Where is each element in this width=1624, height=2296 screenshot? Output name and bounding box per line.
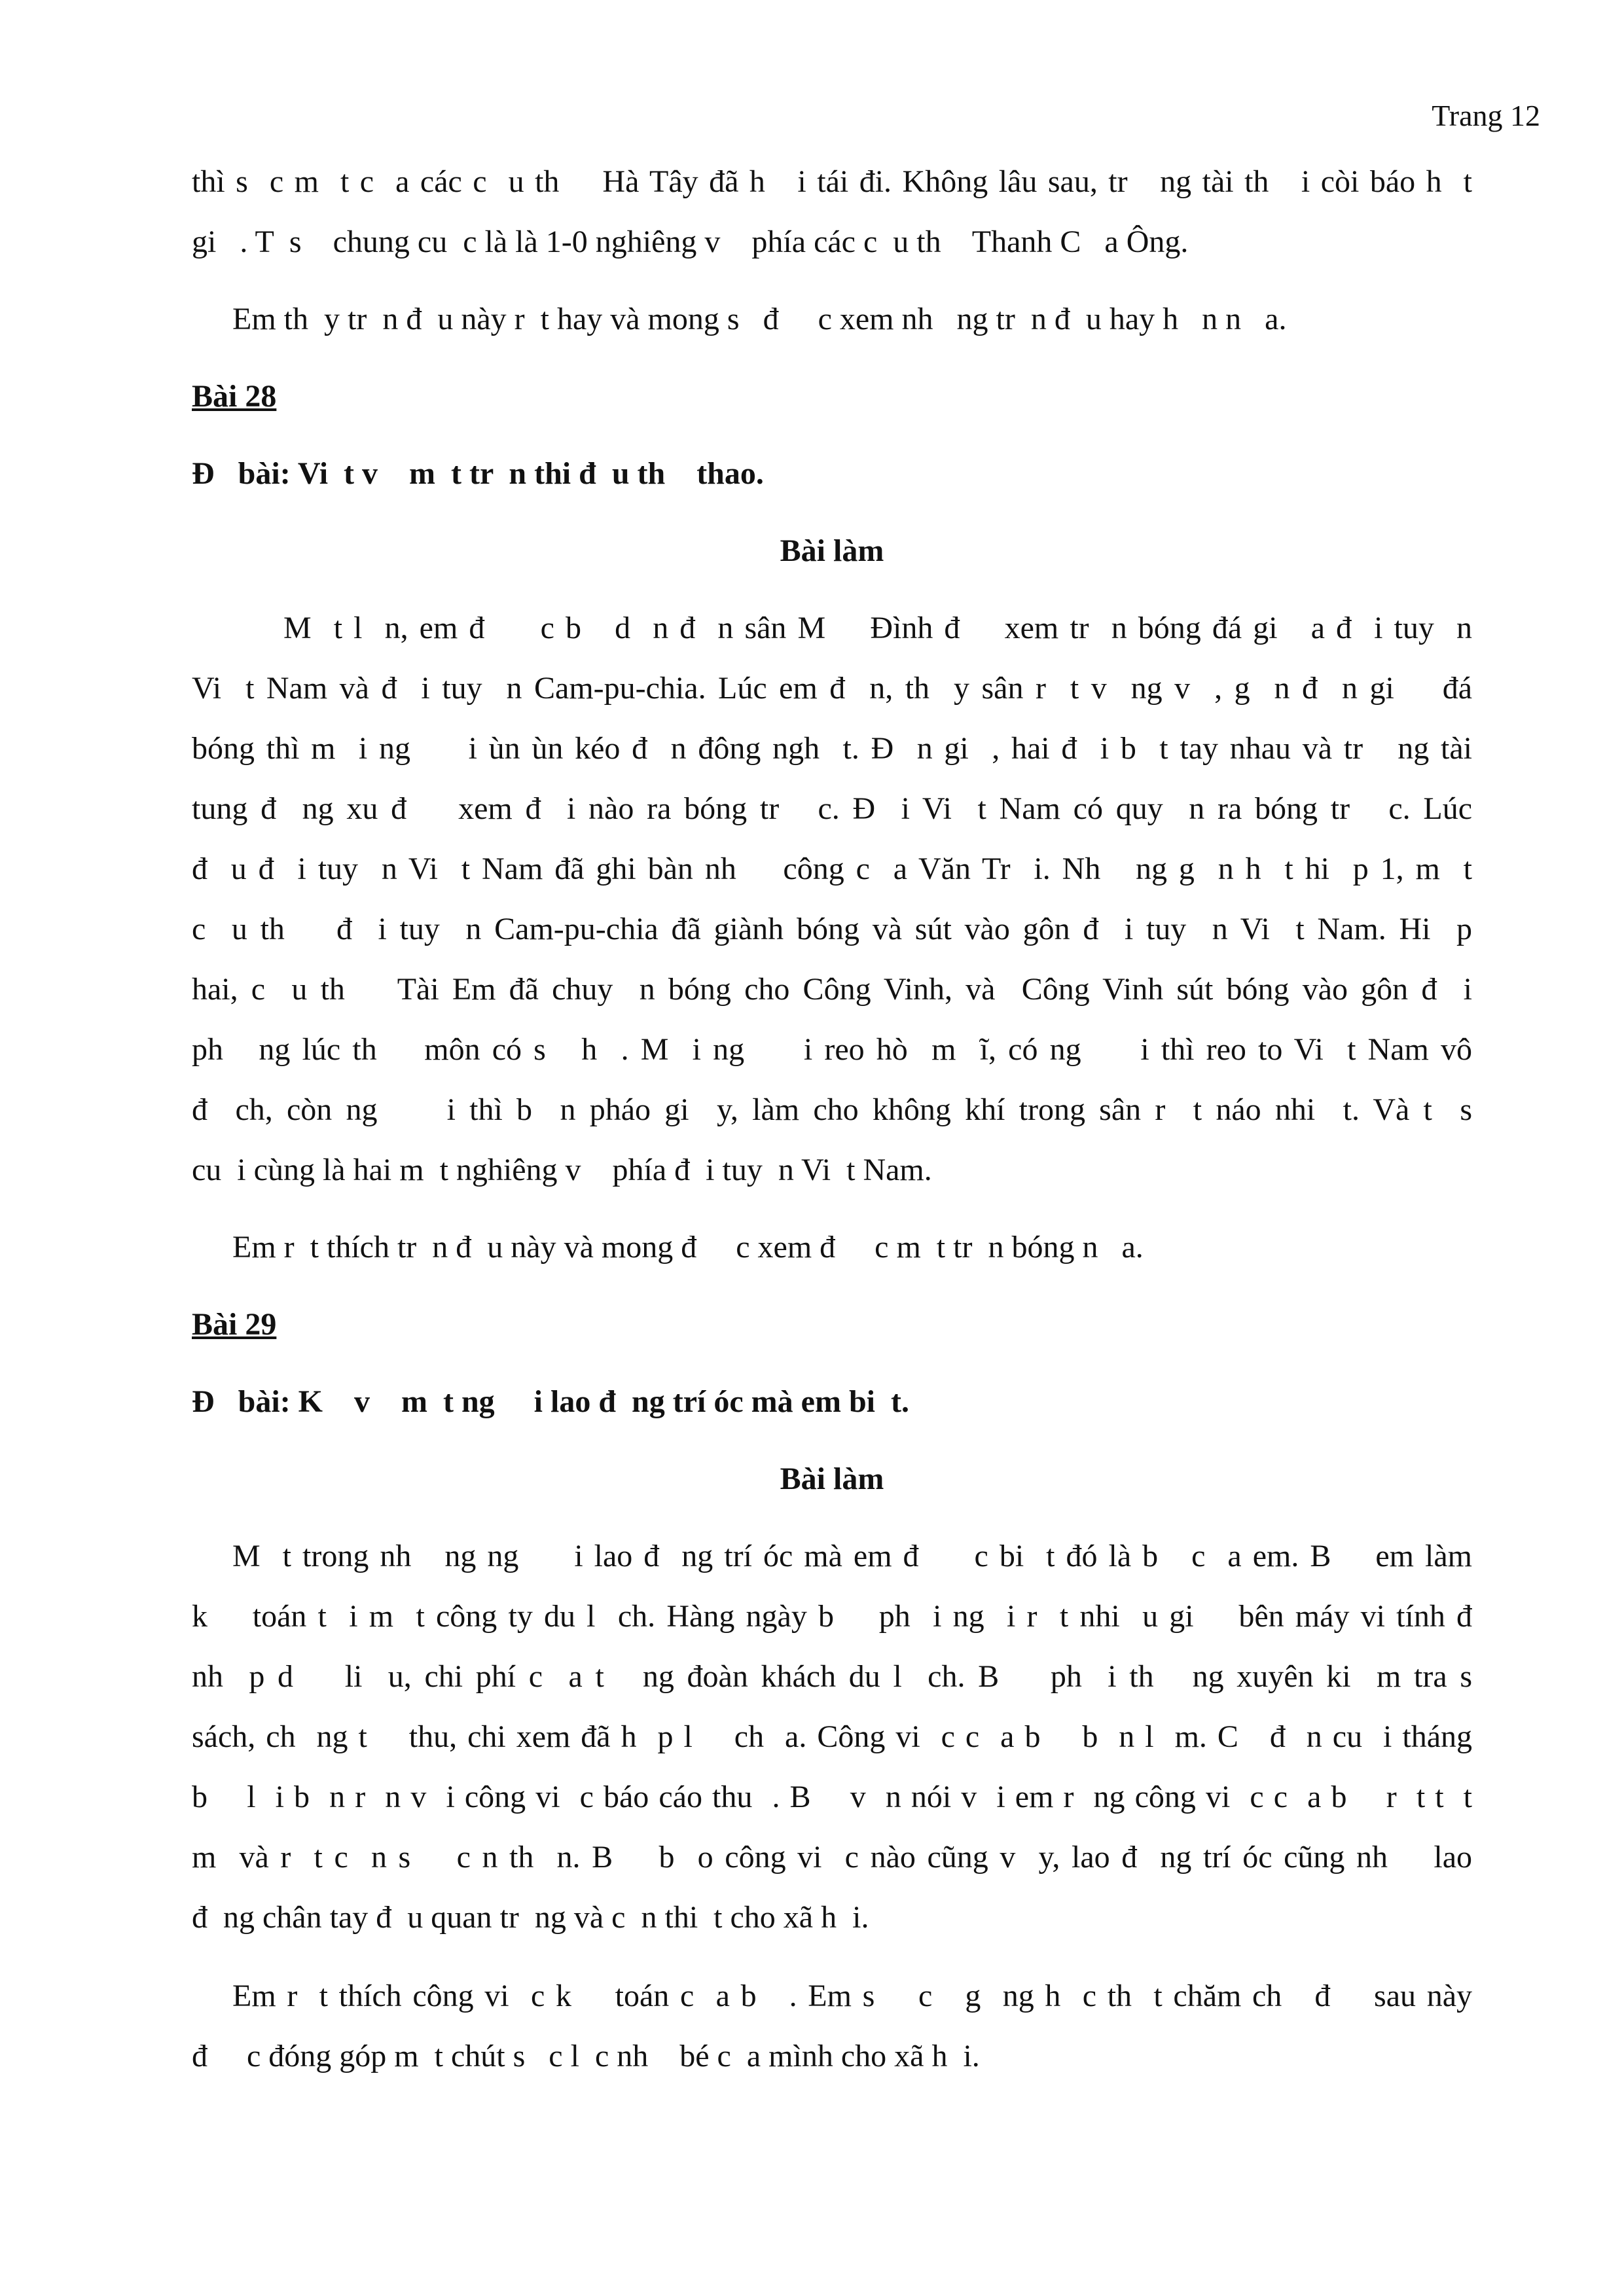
paragraph-line: đ ng chân tay đ u quan tr ng và c n thi t cho xã h i. [192, 1900, 869, 1935]
paragraph-line: cu i cùng là hai m t nghiêng v phía đ i tuy n Vi t Nam. [192, 1153, 932, 1187]
paragraph-line: đ ch, còn ng i thì b n pháo gi y, làm cho không khí trong sân r t náo nhi t. Và t s [192, 1092, 1472, 1127]
paragraph-line: k toán t i m t công ty du l ch. Hàng ngày b ph i ng i r t nhi u gi bên máy vi tính đ [192, 1599, 1472, 1634]
paragraph-line: Vi t Nam và đ i tuy n Cam-pu-chia. Lúc em đ n, th y sân r t v ng v , g n đ n gi đá [192, 671, 1472, 706]
section-heading-bai-29: Bài 29 [192, 1307, 277, 1342]
paragraph-line: hai, c u th Tài Em đã chuy n bóng cho Công Vinh, và Công Vinh sút bóng vào gôn đ i [192, 972, 1472, 1007]
paragraph-line: gi . T s chung cu c là là 1-0 nghiêng v phía các c u th Thanh C a Ông. [192, 224, 1189, 259]
document-body [192, 152, 1472, 2087]
paragraph-line: M t trong nh ng ng i lao đ ng trí óc mà em đ c bi t đó là b c a em. B em làm [232, 1539, 1472, 1573]
topic-line: Đ bài: K v m t ng i lao đ ng trí óc mà em bi t. [192, 1384, 909, 1419]
paragraph-line: ph ng lúc th môn có s h . M i ng i reo hò m ĩ, có ng i thì reo to Vi t Nam vô [192, 1032, 1472, 1067]
paragraph-line: đ u đ i tuy n Vi t Nam đã ghi bàn nh công c a Văn Tr i. Nh ng g n h t hi p 1, m t [192, 852, 1472, 886]
paragraph-line: tung đ ng xu đ xem đ i nào ra bóng tr c. Đ i Vi t Nam có quy n ra bóng tr c. Lúc [192, 791, 1472, 826]
paragraph-line: m và r t c n s c n th n. B b o công vi c nào cũng v y, lao đ ng trí óc cũng nh lao [192, 1840, 1472, 1874]
paragraph-line: b l i b n r n v i công vi c báo cáo thu . B v n nói v i em r ng công vi c c a b r t t t [192, 1780, 1472, 1814]
subtitle-bai-lam: Bài làm [780, 1462, 884, 1496]
page-number: Trang 12 [1432, 99, 1540, 132]
paragraph-line: bóng thì m i ng i ùn ùn kéo đ n đông ngh t. Đ n gi , hai đ i b t tay nhau và tr ng tài [192, 731, 1472, 766]
paragraph-line: sách, ch ng t thu, chi xem đã h p l ch a. Công vi c c a b b n l m. C đ n cu i tháng [192, 1719, 1472, 1754]
paragraph-line: M t l n, em đ c b d n đ n sân M Đình đ xem tr n bóng đá gi a đ i tuy n [283, 611, 1472, 645]
closing-line: đ c đóng góp m t chút s c l c nh bé c a mình cho xã h i. [192, 2039, 980, 2073]
topic-line: Đ bài: Vi t v m t tr n thi đ u th thao. [192, 456, 764, 491]
closing-line: Em r t thích tr n đ u này và mong đ c xem đ c m t tr n bóng n a. [232, 1230, 1144, 1265]
section-heading-bai-28: Bài 28 [192, 379, 277, 414]
paragraph-line: c u th đ i tuy n Cam-pu-chia đã giành bóng và sút vào gôn đ i tuy n Vi t Nam. Hi p [192, 912, 1472, 946]
subtitle-bai-lam: Bài làm [780, 533, 884, 568]
closing-line: Em th y tr n đ u này r t hay và mong s đ c xem nh ng tr n đ u hay h n n a. [232, 302, 1287, 336]
closing-line: Em r t thích công vi c k toán c a b . Em s c g ng h c th t chăm ch đ sau này [232, 1979, 1472, 2013]
paragraph-line: thì s c m t c a các c u th Hà Tây đã h i tái đi. Không lâu sau, tr ng tài th i còi báo h t [192, 164, 1472, 199]
paragraph-line: nh p d li u, chi phí c a t ng đoàn khách du l ch. B ph i th ng xuyên ki m tra s [192, 1659, 1472, 1694]
